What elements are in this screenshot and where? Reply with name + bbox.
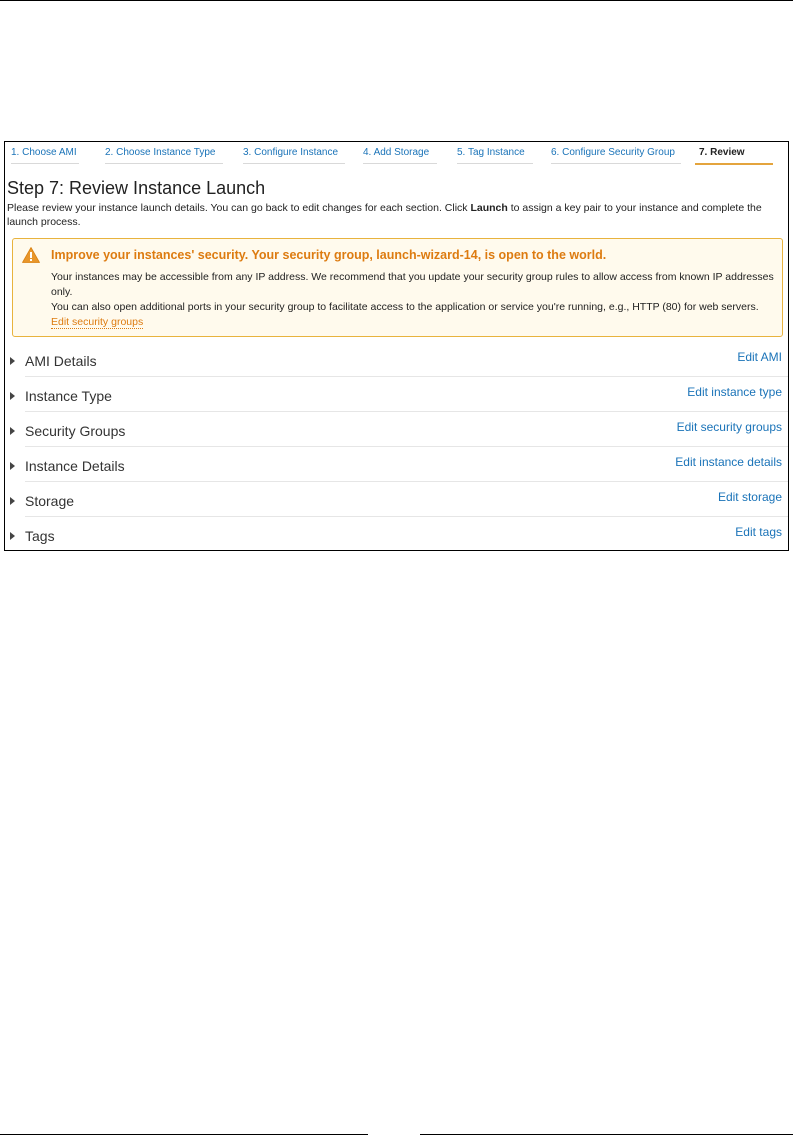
step-add-storage[interactable]: 4. Add Storage: [363, 147, 437, 164]
footer-rule-left: [0, 1134, 368, 1135]
row-divider: [25, 446, 788, 447]
edit-storage-link[interactable]: Edit storage: [717, 490, 782, 504]
expand-caret-icon[interactable]: [10, 357, 15, 365]
expand-caret-icon[interactable]: [10, 427, 15, 435]
section-label: Storage: [25, 493, 75, 509]
step-configure-security-group[interactable]: 6. Configure Security Group: [551, 147, 681, 164]
security-warning-box: [12, 238, 783, 337]
edit-instance-type-link[interactable]: Edit instance type: [687, 385, 782, 399]
expand-caret-icon[interactable]: [10, 497, 15, 505]
page-title: Step 7: Review Instance Launch: [7, 178, 266, 198]
expand-caret-icon[interactable]: [10, 462, 15, 470]
step-configure-instance[interactable]: 3. Configure Instance: [243, 147, 345, 164]
section-tags[interactable]: [5, 518, 788, 551]
edit-security-groups-section-link[interactable]: Edit security groups: [676, 420, 782, 434]
section-storage[interactable]: [5, 483, 788, 517]
warning-body: [51, 270, 776, 330]
row-divider: [25, 516, 788, 517]
step-choose-ami[interactable]: 1. Choose AMI: [11, 147, 79, 164]
section-label: Instance Type: [25, 388, 112, 404]
section-label: Instance Details: [25, 458, 125, 474]
edit-ami-link[interactable]: Edit AMI: [737, 350, 782, 364]
step-review[interactable]: 7. Review: [695, 147, 773, 165]
expand-caret-icon[interactable]: [10, 532, 15, 540]
warning-line-2: [51, 300, 776, 330]
step-tag-instance[interactable]: 5. Tag Instance: [457, 147, 533, 164]
step-choose-instance-type[interactable]: 2. Choose Instance Type: [105, 147, 223, 164]
warning-line-1: Your instances may be accessible from any IP address. We recommend that you update your security group rules to allow access from known IP addresses only.: [51, 271, 774, 298]
warning-triangle-icon: [22, 247, 40, 263]
expand-caret-icon[interactable]: [10, 392, 15, 400]
row-divider: [25, 481, 788, 482]
top-rule: [0, 0, 793, 1]
section-label: Security Groups: [25, 423, 126, 439]
warning-line-2-text: You can also open additional ports in your security group to facilitate access to the application or service you're running, e.g., HTTP (80) for web servers.: [51, 301, 759, 313]
intro-launch-bold: Launch: [470, 202, 508, 214]
warning-title: Improve your instances' security. Your security group, launch-wizard-14, is open to the world.: [51, 248, 607, 262]
page-intro: [7, 201, 789, 229]
section-instance-details[interactable]: [5, 448, 788, 482]
section-label: Tags: [25, 528, 55, 544]
row-divider: [25, 411, 788, 412]
section-security-groups[interactable]: [5, 413, 788, 447]
edit-instance-details-link[interactable]: Edit instance details: [675, 455, 782, 469]
section-label: AMI Details: [25, 353, 97, 369]
row-divider: [25, 376, 788, 377]
section-ami-details[interactable]: [5, 343, 788, 377]
edit-security-groups-link[interactable]: Edit security groups: [51, 316, 144, 328]
wizard-steps: [5, 142, 788, 164]
intro-text-before: Please review your instance launch details. You can go back to edit changes for each section. Click: [7, 202, 471, 214]
intro-text-after: to assign a key pair to your instance and complete the launch process.: [7, 202, 762, 228]
footer-rule-right: [420, 1134, 793, 1135]
section-instance-type[interactable]: [5, 378, 788, 412]
edit-tags-link[interactable]: Edit tags: [735, 525, 782, 539]
screenshot-frame: [4, 141, 789, 551]
